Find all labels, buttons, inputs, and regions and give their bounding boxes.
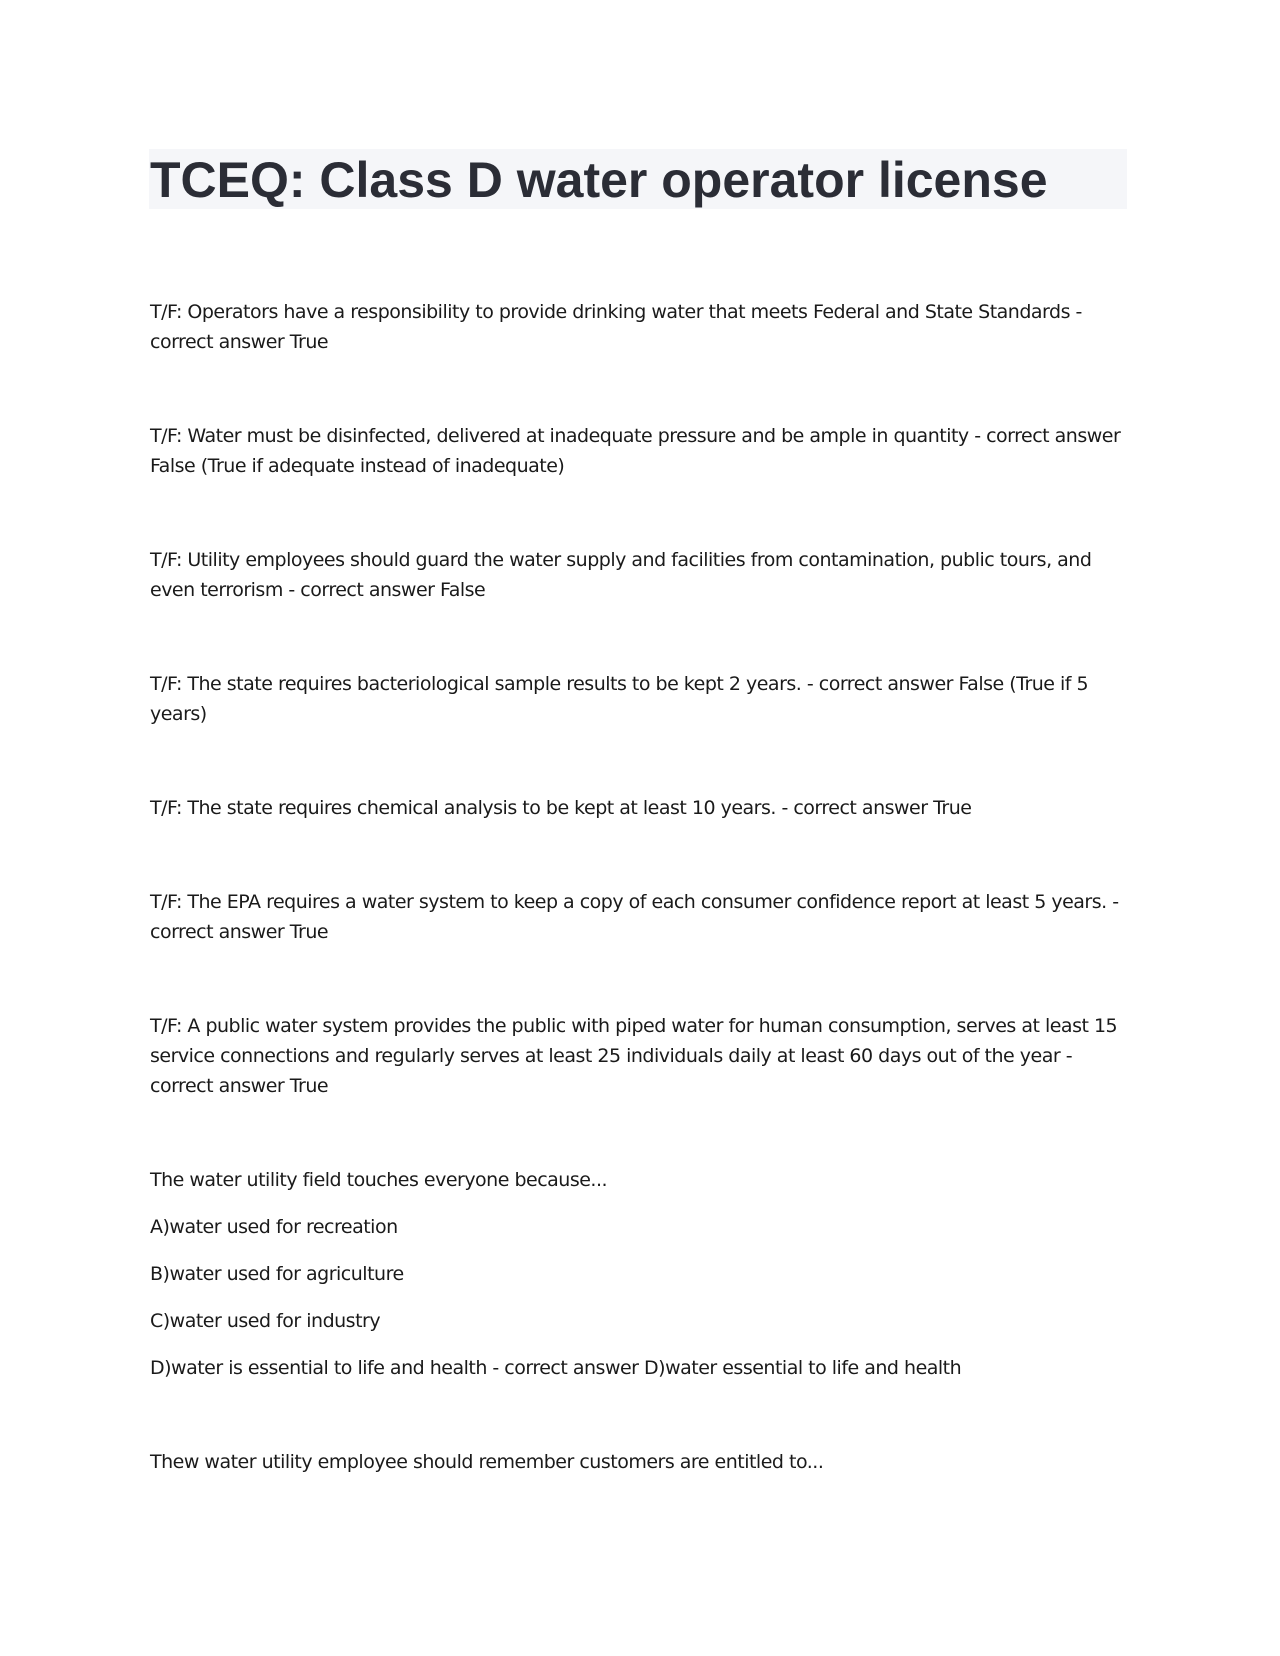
document-content [150, 297, 1130, 1541]
qa-item-2: T/F: Water must be disinfected, delivered at inadequate pressure and be ample in quantity - correct answer False (True if adequate instead of inadequate) [150, 425, 1121, 477]
qa-item-4: T/F: The state requires bacteriological sample results to be kept 2 years. - correct answer False (True if 5 years) [150, 673, 1089, 725]
mc-option-b: B)water used for agriculture [150, 1263, 404, 1285]
mc-question-text: The water utility field touches everyone because... [150, 1169, 608, 1191]
qa-item-7: T/F: A public water system provides the public with piped water for human consumption, serves at least 15 service connections and regularly serves at least 25 individuals daily at least 60 days out of the year - correct answer True [150, 1015, 1118, 1097]
multiple-choice-question [150, 1165, 1130, 1383]
mc-option-c: C)water used for industry [150, 1310, 381, 1332]
qa-item-3: T/F: Utility employees should guard the water supply and facilities from contamination, public tours, and even terrorism - correct answer False [150, 549, 1092, 601]
mc-option-a: A)water used for recreation [150, 1216, 398, 1238]
qa-item-1: T/F: Operators have a responsibility to provide drinking water that meets Federal and State Standards - correct answer True [150, 301, 1082, 353]
qa-item-6: T/F: The EPA requires a water system to keep a copy of each consumer confidence report at least 5 years. - correct answer True [150, 891, 1119, 943]
document-title: TCEQ: Class D water operator license [150, 152, 1048, 208]
trailing-question: Thew water utility employee should remember customers are entitled to... [150, 1451, 824, 1473]
mc-option-d: D)water is essential to life and health - correct answer D)water essential to life and health [150, 1357, 962, 1379]
qa-item-5: T/F: The state requires chemical analysis to be kept at least 10 years. - correct answer True [150, 797, 972, 819]
